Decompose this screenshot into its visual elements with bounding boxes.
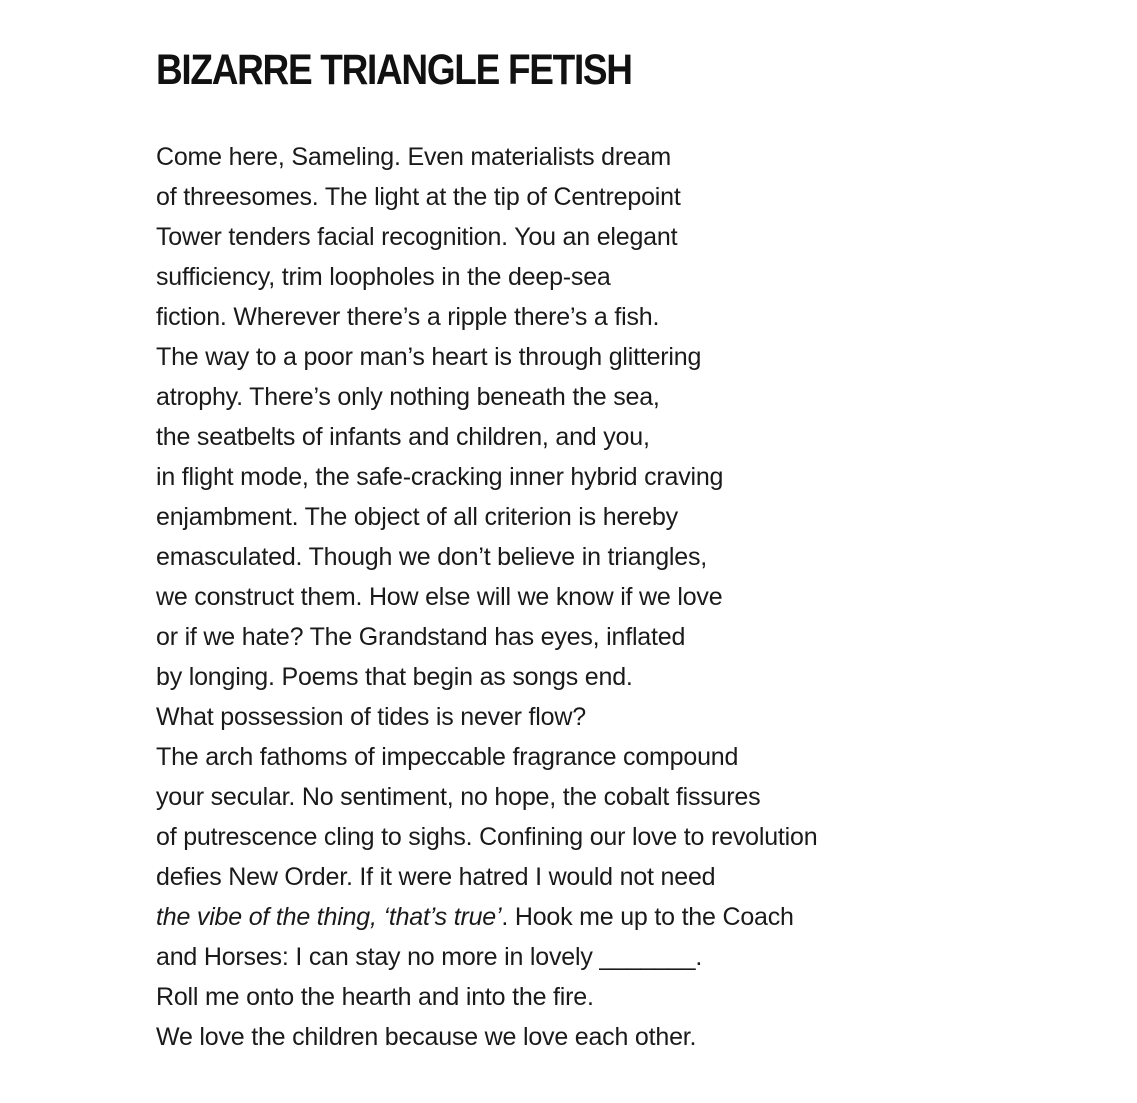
poem-line: we construct them. How else will we know if we love (156, 583, 723, 611)
poem-line: or if we hate? The Grandstand has eyes, inflated (156, 623, 686, 651)
poem-line: fiction. Wherever there’s a ripple there’s a fish. (156, 303, 660, 331)
poem-line: emasculated. Though we don’t believe in triangles, (156, 543, 707, 571)
poem-line: in flight mode, the safe-cracking inner hybrid craving (156, 463, 724, 491)
poem-line-rest: . Hook me up to the Coach (501, 903, 794, 931)
poem-italic-quote: the vibe of the thing, ‘that’s true’ (156, 903, 502, 931)
poem-line: enjambment. The object of all criterion is hereby (156, 503, 678, 531)
poem-line: your secular. No sentiment, no hope, the cobalt fissures (156, 783, 761, 811)
poem-line: atrophy. There’s only nothing beneath the sea, (156, 383, 660, 411)
poem-line: The arch fathoms of impeccable fragrance compound (156, 743, 739, 771)
poem-line: and Horses: I can stay no more in lovely _______. (156, 943, 703, 971)
poem-line: of threesomes. The light at the tip of Centrepoint (156, 183, 681, 211)
poem-line-mixed (156, 897, 1096, 937)
poem-line: We love the children because we love each other. (156, 1023, 697, 1051)
poem-title: BIZARRE TRIANGLE FETISH (156, 46, 632, 94)
poem-line: What possession of tides is never flow? (156, 703, 586, 731)
poem-line: Come here, Sameling. Even materialists dream (156, 143, 672, 171)
poem-line: by longing. Poems that begin as songs end. (156, 663, 633, 691)
poem-body (156, 137, 1096, 1057)
poem-line: The way to a poor man’s heart is through glittering (156, 343, 702, 371)
poem-page (156, 44, 1096, 1057)
poem-line: Tower tenders facial recognition. You an elegant (156, 223, 678, 251)
poem-line: of putrescence cling to sighs. Confining our love to revolution (156, 823, 818, 851)
poem-line: defies New Order. If it were hatred I would not need (156, 863, 716, 891)
poem-line: Roll me onto the hearth and into the fire. (156, 983, 594, 1011)
poem-line: the seatbelts of infants and children, and you, (156, 423, 650, 451)
poem-line: sufficiency, trim loopholes in the deep-sea (156, 263, 611, 291)
